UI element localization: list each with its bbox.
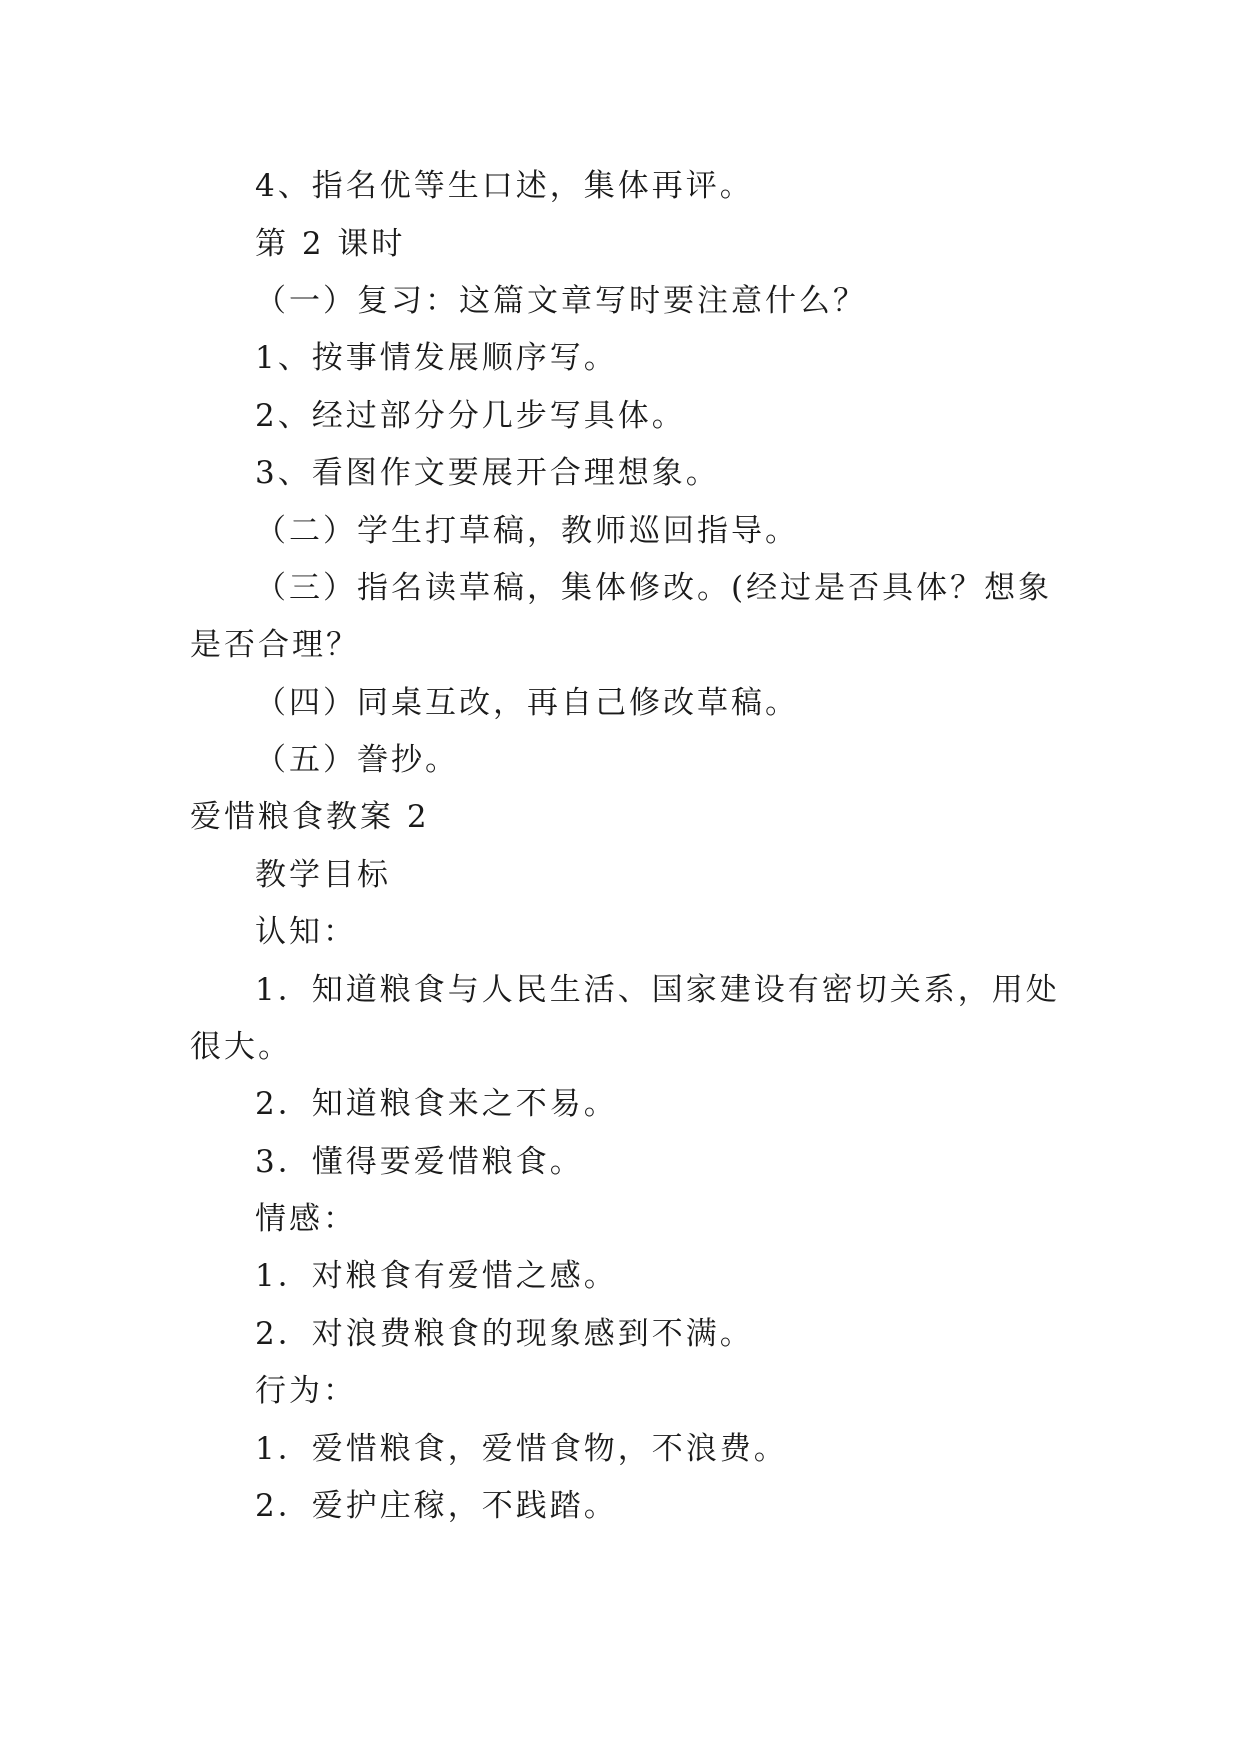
text-line: （四）同桌互改，再自己修改草稿。 — [255, 685, 799, 721]
text-line: 1．知道粮食与人民生活、国家建设有密切关系，用处 — [255, 972, 1060, 1008]
text-line: 很大。 — [190, 1029, 292, 1065]
text-line: （三）指名读草稿，集体修改。(经过是否具体？想象 — [255, 570, 1053, 606]
text-line: 2．爱护庄稼，不践踏。 — [255, 1488, 618, 1524]
text-line: 第 2 课时 — [255, 226, 406, 262]
text-line: 认知： — [255, 914, 357, 950]
text-line: 1．爱惜粮食，爱惜食物，不浪费。 — [255, 1431, 788, 1467]
text-line: 2．知道粮食来之不易。 — [255, 1086, 618, 1122]
text-line: （一）复习：这篇文章写时要注意什么？ — [255, 283, 867, 319]
text-line: 行为： — [255, 1373, 357, 1409]
text-line: 是否合理？ — [190, 627, 360, 663]
text-line: 教学目标 — [255, 857, 391, 893]
text-line: 3．懂得要爱惜粮食。 — [255, 1144, 584, 1180]
text-line: 1．对粮食有爱惜之感。 — [255, 1258, 618, 1294]
text-line: 4、指名优等生口述，集体再评。 — [255, 168, 754, 204]
text-line: 情感： — [255, 1201, 357, 1237]
text-line: 2．对浪费粮食的现象感到不满。 — [255, 1316, 754, 1352]
text-line: 1、按事情发展顺序写。 — [255, 340, 618, 376]
text-line: （五）誊抄。 — [255, 742, 459, 778]
text-line: （二）学生打草稿，教师巡回指导。 — [255, 513, 799, 549]
text-line: 3、看图作文要展开合理想象。 — [255, 455, 720, 491]
text-line: 2、经过部分分几步写具体。 — [255, 398, 686, 434]
section-heading: 爱惜粮食教案 2 — [190, 799, 430, 835]
